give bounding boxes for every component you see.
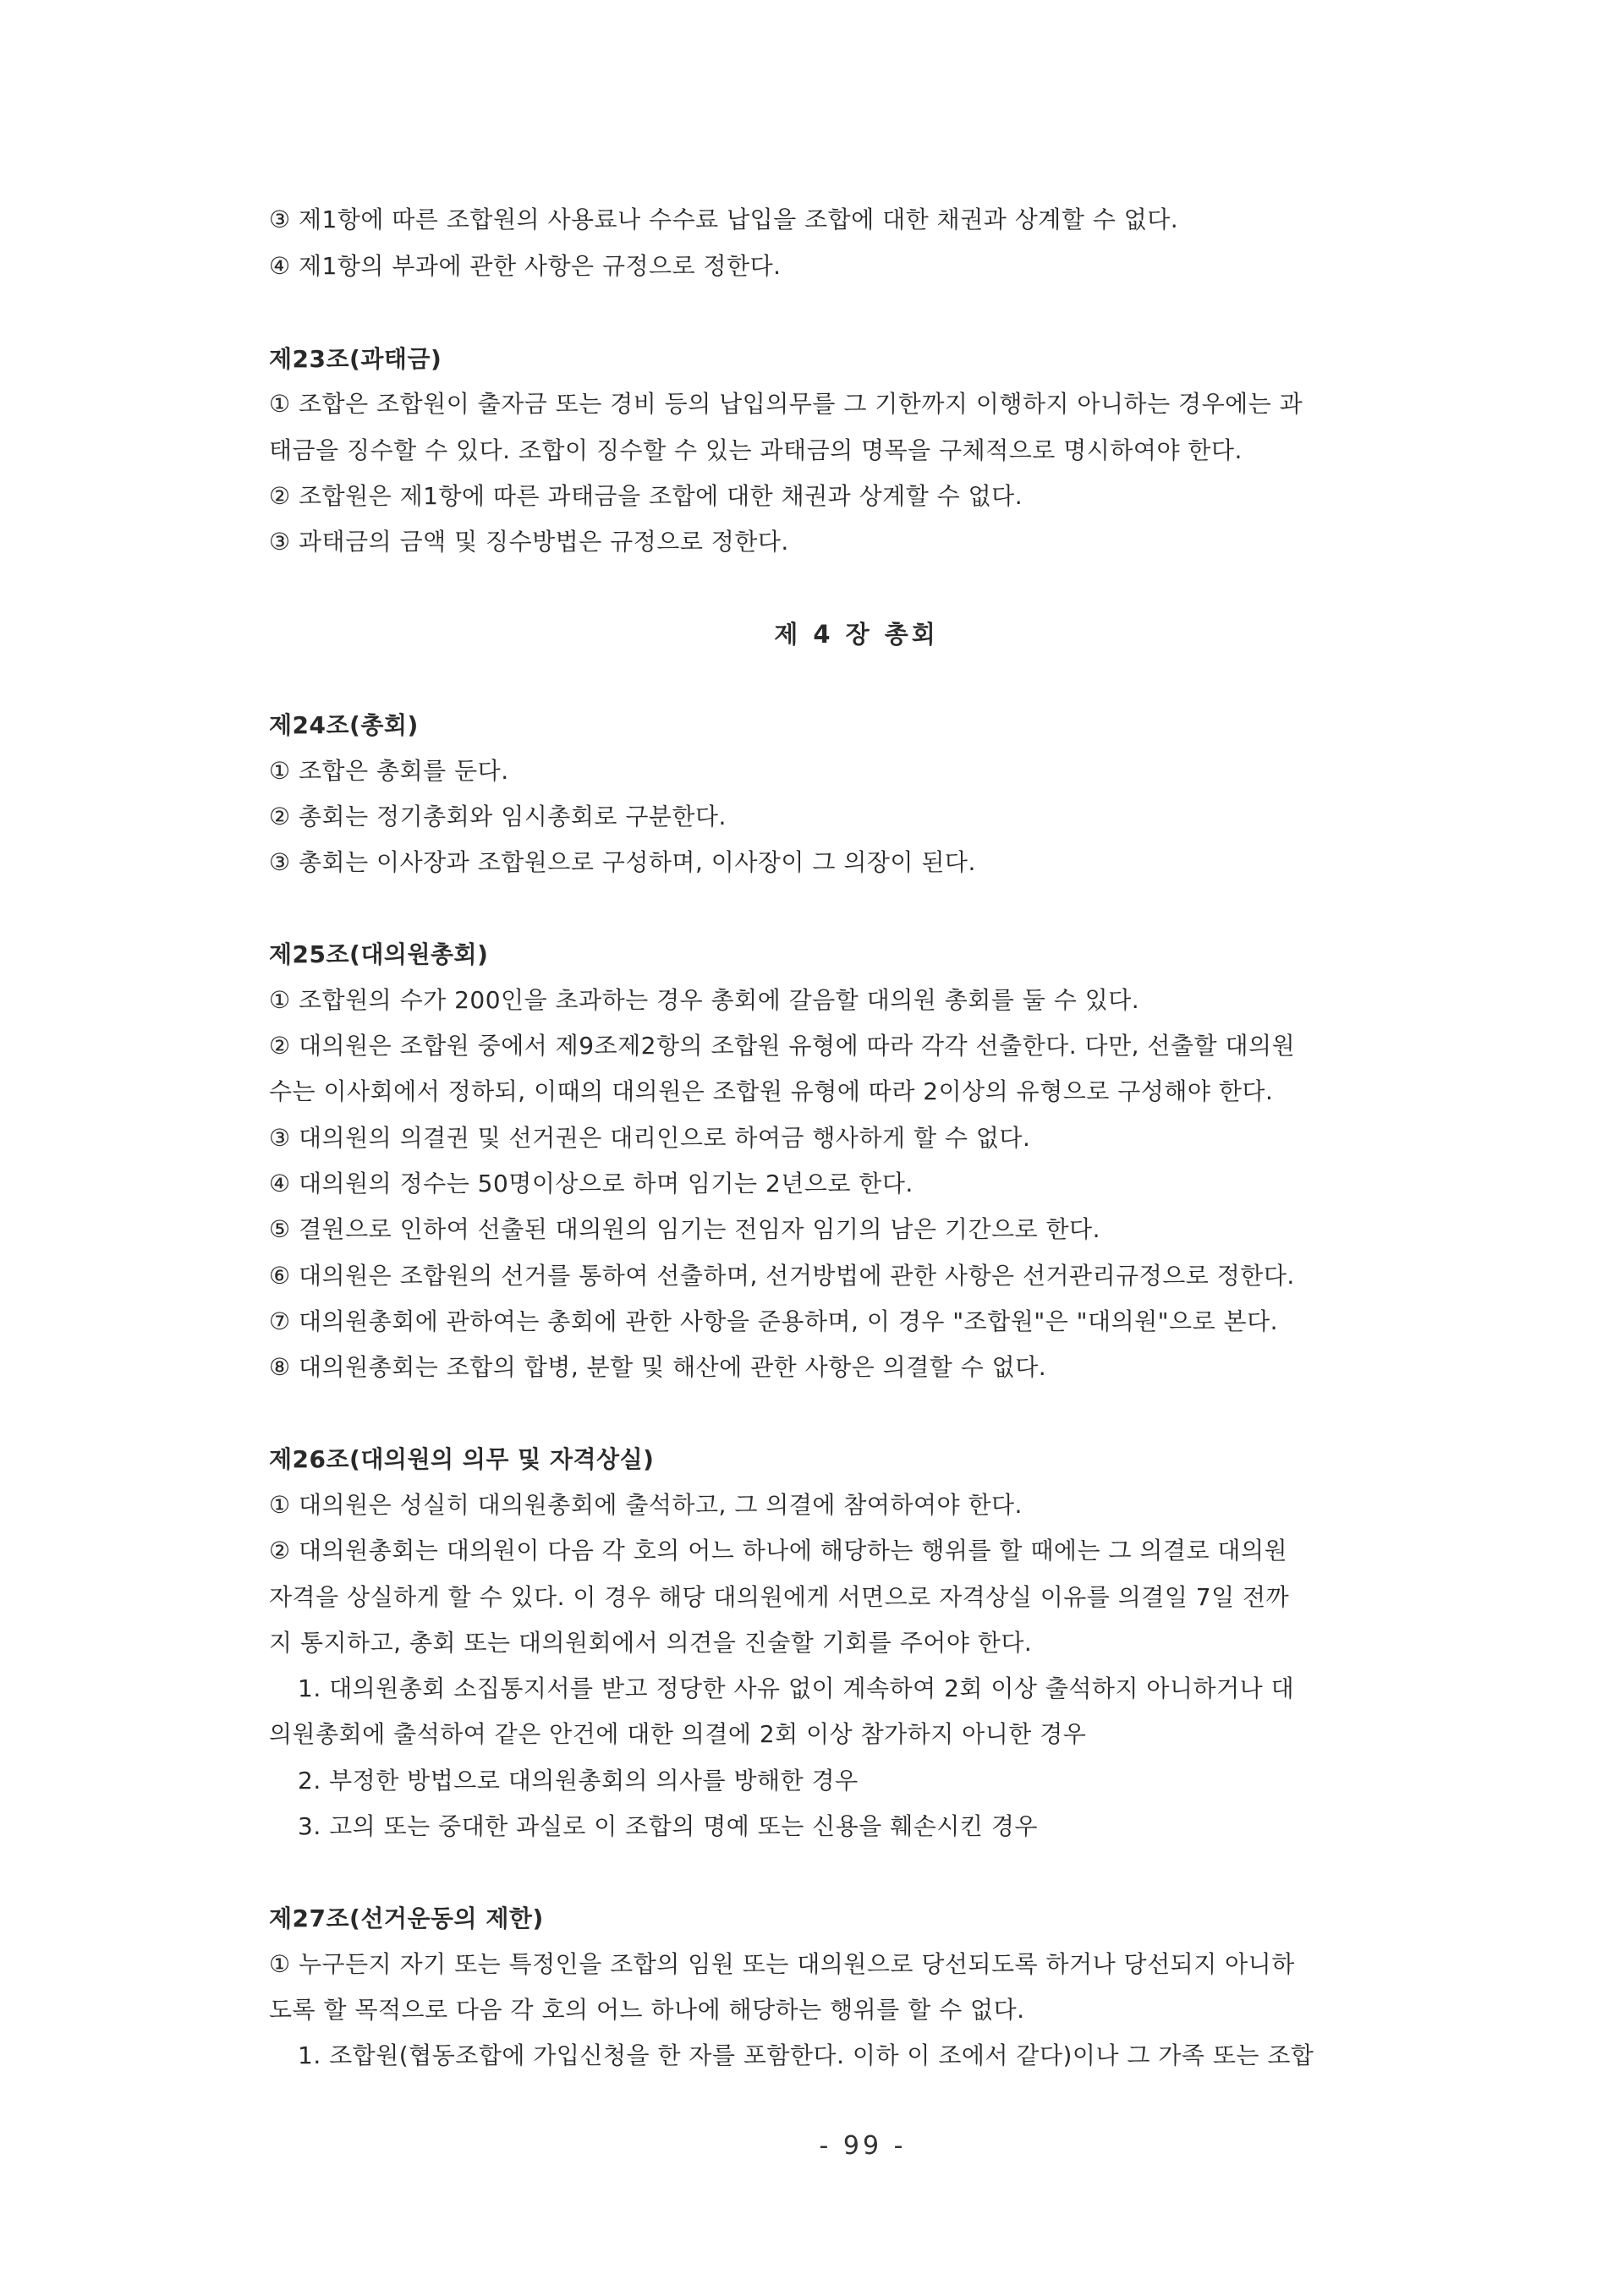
- article-23-line: ② 조합원은 제1항에 따른 과태금을 조합에 대한 채권과 상계할 수 없다.: [269, 482, 1023, 510]
- article-26-line: 지 통지하고, 총회 또는 대의원회에서 의견을 진술할 기회를 주어야 한다.: [269, 1629, 1033, 1657]
- article-23-line: ① 조합은 조합원이 출자금 또는 경비 등의 납입의무를 그 기한까지 이행하지 아니하는 경우에는 과: [269, 390, 1303, 418]
- paragraph-22-3: ③ 제1항에 따른 조합원의 사용료나 수수료 납입을 조합에 대한 채권과 상계할 수 없다.: [269, 205, 1179, 233]
- article-26-line: ② 대의원총회는 대의원이 다음 각 호의 어느 하나에 해당하는 행위를 할 때에는 그 의결로 대의원: [269, 1537, 1288, 1564]
- article-25-line: ① 조합원의 수가 200인을 초과하는 경우 총회에 갈음할 대의원 총회를 둘 수 있다.: [269, 986, 1140, 1014]
- article-26-line: ① 대의원은 성실히 대의원총회에 출석하고, 그 의결에 참여하여야 한다.: [269, 1491, 1023, 1519]
- article-24-title: 제24조(총회): [269, 711, 419, 739]
- article-23-line: 태금을 징수할 수 있다. 조합이 징수할 수 있는 과태금의 명목을 구체적으로 명시하여야 한다.: [269, 436, 1243, 464]
- article-27-line: ① 누구든지 자기 또는 특정인을 조합의 임원 또는 대의원으로 당선되도록 하거나 당선되지 아니하: [269, 1950, 1295, 1978]
- article-27-line: 도록 할 목적으로 다음 각 호의 어느 하나에 해당하는 행위를 할 수 없다.: [269, 1996, 1025, 2024]
- paragraph-22-4: ④ 제1항의 부과에 관한 사항은 규정으로 정한다.: [269, 252, 782, 280]
- article-25-line: ③ 대의원의 의결권 및 선거권은 대리인으로 하여금 행사하게 할 수 없다.: [269, 1124, 1031, 1152]
- article-25-line: ⑦ 대의원총회에 관하여는 총회에 관한 사항을 준용하며, 이 경우 "조합원"은 "대의원"으로 본다.: [269, 1307, 1279, 1335]
- chapter-title: 제 4 장 총회: [774, 620, 939, 649]
- article-25-line: ② 대의원은 조합원 중에서 제9조제2항의 조합원 유형에 따라 각각 선출한다. 다만, 선출할 대의원: [269, 1032, 1296, 1060]
- article-27-title: 제27조(선거운동의 제한): [269, 1904, 544, 1932]
- article-26-item: 3. 고의 또는 중대한 과실로 이 조합의 명예 또는 신용을 훼손시킨 경우: [298, 1812, 1038, 1840]
- article-25-line: 수는 이사회에서 정하되, 이때의 대의원은 조합원 유형에 따라 2이상의 유형으로 구성해야 한다.: [269, 1077, 1274, 1105]
- article-23-title: 제23조(과태금): [269, 345, 442, 373]
- article-27-item: 1. 조합원(협동조합에 가입신청을 한 자를 포함한다. 이하 이 조에서 같다)이나 그 가족 또는 조합: [298, 2041, 1314, 2069]
- article-25-line: ⑥ 대의원은 조합원의 선거를 통하여 선출하며, 선거방법에 관한 사항은 선거관리규정으로 정한다.: [269, 1262, 1295, 1290]
- article-25-line: ④ 대의원의 정수는 50명이상으로 하며 임기는 2년으로 한다.: [269, 1170, 914, 1197]
- article-24-line: ③ 총회는 이사장과 조합원으로 구성하며, 이사장이 그 의장이 된다.: [269, 848, 976, 876]
- article-26-item: 2. 부정한 방법으로 대의원총회의 의사를 방해한 경우: [298, 1767, 859, 1795]
- article-24-line: ① 조합은 총회를 둔다.: [269, 757, 509, 785]
- article-25-title: 제25조(대의원총회): [269, 940, 489, 968]
- article-26-item: 1. 대의원총회 소집통지서를 받고 정당한 사유 없이 계속하여 2회 이상 출석하지 아니하거나 대: [298, 1674, 1295, 1702]
- article-26-title: 제26조(대의원의 의무 및 자격상실): [269, 1445, 655, 1473]
- article-25-line: ⑧ 대의원총회는 조합의 합병, 분할 및 해산에 관한 사항은 의결할 수 없다.: [269, 1353, 1047, 1381]
- page-number: - 99 -: [819, 2131, 907, 2161]
- article-25-line: ⑤ 결원으로 인하여 선출된 대의원의 임기는 전임자 임기의 남은 기간으로 한다.: [269, 1215, 1100, 1243]
- article-23-line: ③ 과태금의 금액 및 징수방법은 규정으로 정한다.: [269, 528, 789, 556]
- article-26-line: 자격을 상실하게 할 수 있다. 이 경우 해당 대의원에게 서면으로 자격상실 이유를 의결일 7일 전까: [269, 1583, 1290, 1611]
- article-24-line: ② 총회는 정기총회와 임시총회로 구분한다.: [269, 803, 727, 830]
- article-26-item: 의원총회에 출석하여 같은 안건에 대한 의결에 2회 이상 참가하지 아니한 경우: [269, 1720, 1087, 1748]
